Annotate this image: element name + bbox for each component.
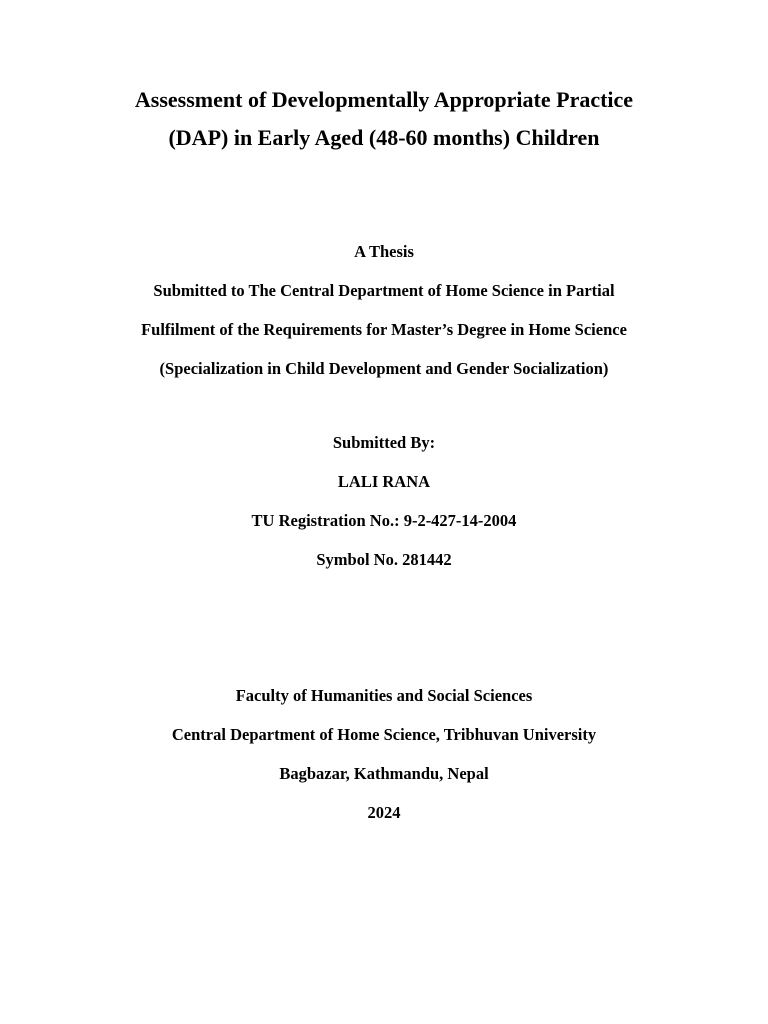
symbol-number: Symbol No. 281442 — [316, 550, 452, 569]
specialization-line: (Specialization in Child Development and Gender Socialization) — [159, 359, 609, 378]
submission-statement-line-2: Fulfilment of the Requirements for Master’s Degree in Home Science — [141, 320, 627, 339]
submitted-by-label: Submitted By: — [332, 433, 436, 452]
department-name: Central Department of Home Science, Tribhuvan University — [171, 725, 597, 744]
thesis-title-line-1: Assessment of Developmentally Appropriate Practice — [134, 87, 634, 112]
institution-address: Bagbazar, Kathmandu, Nepal — [279, 764, 489, 783]
thesis-title-line-2: (DAP) in Early Aged (48-60 months) Children — [168, 125, 600, 150]
author-name: LALI RANA — [337, 472, 431, 491]
registration-number: TU Registration No.: 9-2-427-14-2004 — [251, 511, 517, 530]
submission-year: 2024 — [367, 803, 401, 822]
thesis-label: A Thesis — [354, 242, 414, 261]
submission-statement-line-1: Submitted to The Central Department of Home Science in Partial — [153, 281, 615, 300]
faculty-name: Faculty of Humanities and Social Sciences — [235, 686, 533, 705]
